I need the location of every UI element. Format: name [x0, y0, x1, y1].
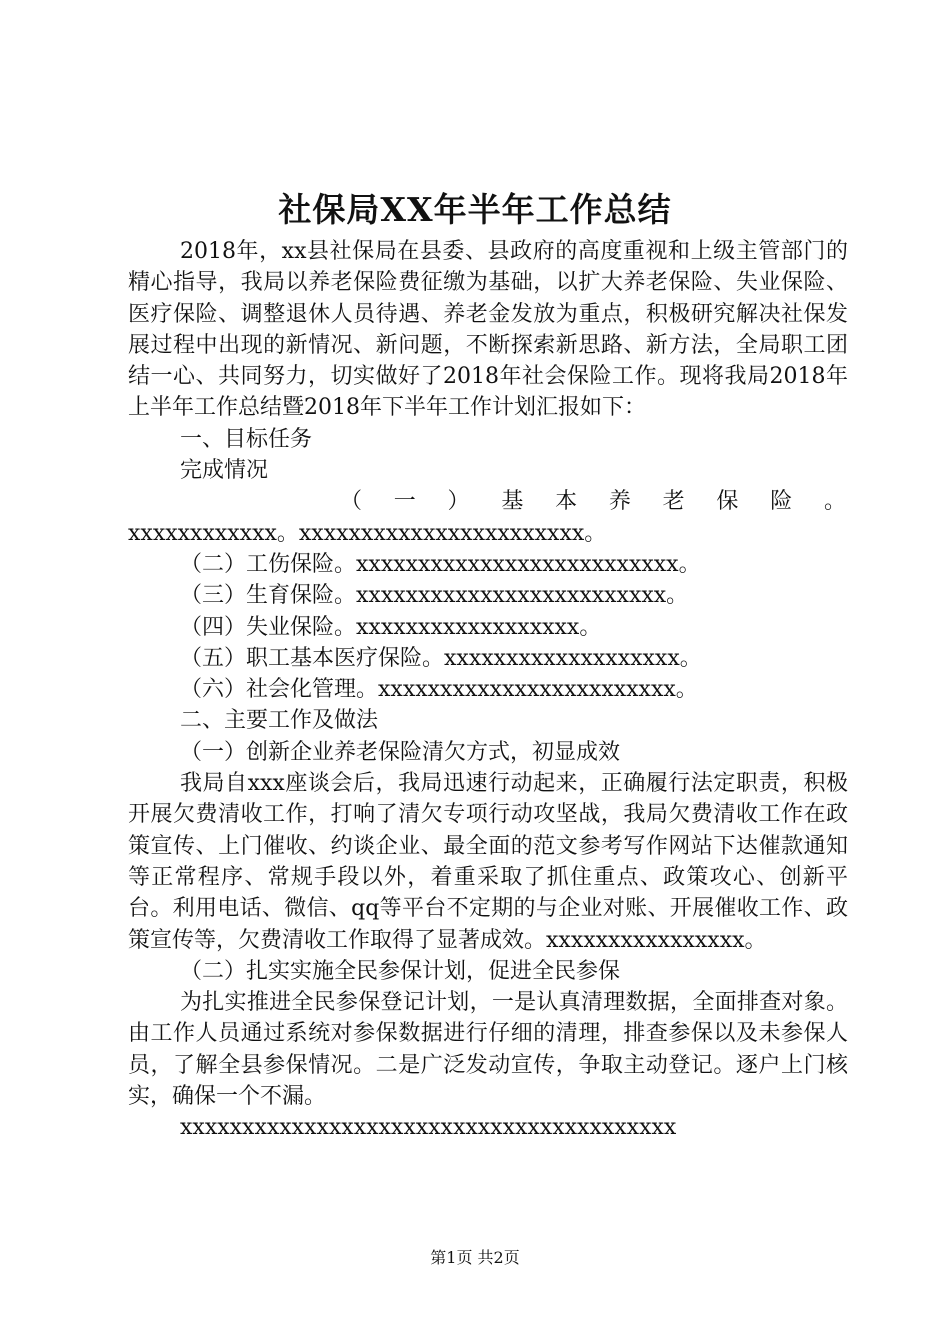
universal-insurance-paragraph: 为扎实推进全民参保登记计划，一是认真清理数据，全面排查对象。由工作人员通过系统对参保数据进行仔细的清理，排查参保以及未参保人员，了解全县参保情况。二是广泛发动宣传，争取主动登记。逐户上门核实，确保一个不漏。 — [128, 990, 848, 1110]
item-maternity: （三）生育保险。xxxxxxxxxxxxxxxxxxxxxxxxx。 — [180, 583, 689, 609]
section-heading-targets: 一、目标任务 — [180, 426, 313, 452]
completion-heading: 完成情况 — [180, 458, 269, 484]
item-pension-head: （一）基本养老保险。 — [340, 489, 848, 515]
subheading-universal-insurance: （二）扎实实施全民参保计划，促进全民参保 — [180, 958, 621, 984]
item-unemployment: （四）失业保险。xxxxxxxxxxxxxxxxxx。 — [180, 614, 602, 640]
intro-paragraph: 2018年，xx县社保局在县委、县政府的高度重视和上级主管部门的精心指导，我局以养老保险费征缴为基础，以扩大养老保险、失业保险、医疗保险、调整退休人员待遇、养老金发放为重点，积极研究解决社保发展过程中出现的新情况、新问题，不断探索新思路、新方法，全局职工团结一心、共同努力，切实做好了2018年社会保险工作。现将我局2018年上半年工作总结暨2018年下半年工作计划汇报如下： — [128, 239, 848, 421]
page-footer: 第1页 共2页 — [430, 1248, 520, 1267]
arrears-paragraph: 我局自xxx座谈会后，我局迅速行动起来，正确履行法定职责，积极开展欠费清收工作，打响了清欠专项行动攻坚战，我局欠费清收工作在政策宣传、上门催收、约谈企业、最全面的范文参考写作网站下达催款通知等正常程序、常规手段以外，着重采取了抓住重点、政策攻心、创新平台。利用电话、微信、qq等平台不定期的与企业对账、开展催收工作、政策宣传等，欠费清收工作取得了显著成效。xxxxxxxxxxxxxxxx。 — [128, 771, 848, 953]
document-body — [128, 236, 848, 1144]
item-work-injury: （二）工伤保险。xxxxxxxxxxxxxxxxxxxxxxxxxx。 — [180, 551, 701, 577]
item-pension-tail: xxxxxxxxxxxx。xxxxxxxxxxxxxxxxxxxxxxx。 — [128, 520, 607, 546]
item-social-management: （六）社会化管理。xxxxxxxxxxxxxxxxxxxxxxxx。 — [180, 677, 698, 703]
subheading-arrears: （一）创新企业养老保险清欠方式，初显成效 — [180, 739, 621, 765]
trailing-placeholder-line: xxxxxxxxxxxxxxxxxxxxxxxxxxxxxxxxxxxxxxxx — [180, 1115, 677, 1141]
section-heading-main-work: 二、主要工作及做法 — [180, 708, 379, 734]
document-title: 社保局XX年半年工作总结 — [278, 190, 672, 229]
item-medical: （五）职工基本医疗保险。xxxxxxxxxxxxxxxxxxx。 — [180, 645, 702, 671]
